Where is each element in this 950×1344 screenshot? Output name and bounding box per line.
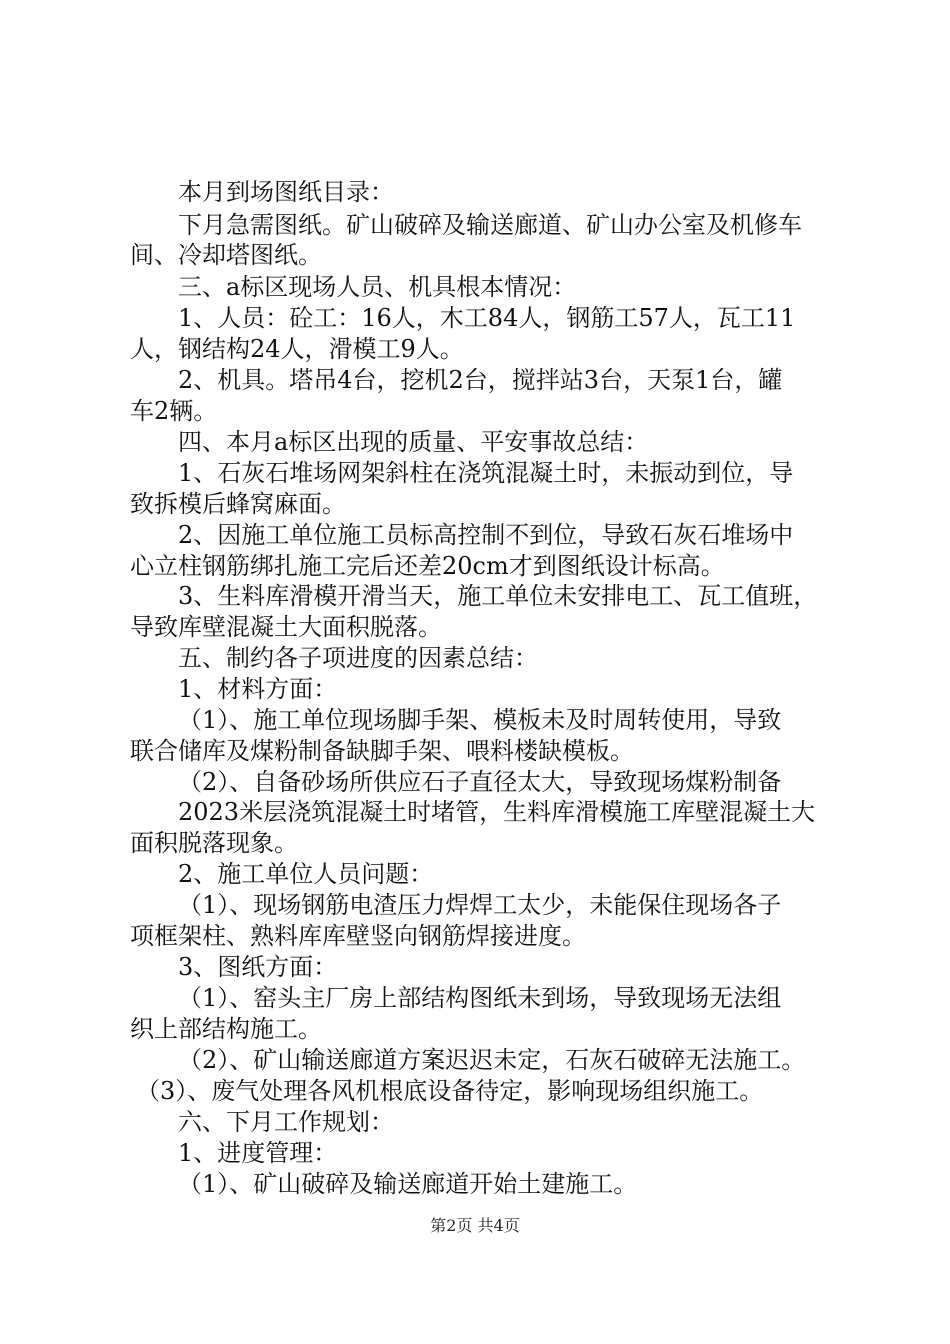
text-line: （3）、废气处理各风机根底设备待定，影响现场组织施工。 [136, 1077, 764, 1105]
text-line: 3、图纸方面： [178, 953, 338, 981]
text-line: 织上部结构施工。 [130, 1015, 322, 1043]
text-line: 间、冷却塔图纸。 [130, 241, 322, 269]
text-line: 六、下月工作规划： [178, 1108, 394, 1136]
text-line: 项框架柱、熟料库库壁竖向钢筋焊接进度。 [130, 922, 586, 950]
text-line: 致拆模后蜂窝麻面。 [130, 490, 346, 518]
text-line: （2）、自备砂场所供应石子直径太大，导致现场煤粉制备 [178, 768, 782, 796]
text-line: 联合储库及煤粉制备缺脚手架、喂料楼缺模板。 [130, 737, 634, 765]
text-line: 四、本月a标区出现的质量、平安事故总结： [178, 428, 649, 456]
page-number-footer: 第2页 共4页 [430, 1216, 520, 1235]
text-line: 1、材料方面： [178, 675, 338, 703]
text-line: （1）、现场钢筋电渣压力焊焊工太少，未能保住现场各子 [178, 891, 782, 919]
text-line: 2、因施工单位施工员标高控制不到位，导致石灰石堆场中 [178, 521, 794, 549]
text-line: 1、人员：砼工：16人，木工84人，钢筋工57人，瓦工11 [178, 304, 796, 332]
text-line: 2023米层浇筑混凝土时堵管，生料库滑模施工库壁混凝土大 [178, 798, 816, 826]
text-line: 三、a标区现场人员、机具根本情况： [178, 273, 577, 301]
text-line: 车2辆。 [130, 397, 218, 425]
text-line: 心立柱钢筋绑扎施工完后还差20cm才到图纸设计标高。 [130, 552, 725, 580]
text-line: （1）、窑头主厂房上部结构图纸未到场，导致现场无法组 [178, 984, 782, 1012]
text-line: 2、施工单位人员问题： [178, 860, 434, 888]
text-line: 2、机具。塔吊4台，挖机2台，搅拌站3台，天泵1台，罐 [178, 366, 783, 394]
text-line: 3、生料库滑模开滑当天，施工单位未安排电工、瓦工值班， [178, 582, 818, 610]
text-line: 下月急需图纸。矿山破碎及输送廊道、矿山办公室及机修车 [178, 211, 802, 239]
text-line: （1）、矿山破碎及输送廊道开始土建施工。 [178, 1170, 638, 1198]
text-line: 五、制约各子项进度的因素总结： [178, 644, 538, 672]
text-line: 面积脱落现象。 [130, 829, 298, 857]
text-line: 1、石灰石堆场网架斜柱在浇筑混凝土时，未振动到位，导 [178, 459, 794, 487]
text-line: （1）、施工单位现场脚手架、模板未及时周转使用，导致 [178, 706, 782, 734]
text-line: 导致库壁混凝土大面积脱落。 [130, 613, 442, 641]
text-line: （2）、矿山输送廊道方案迟迟未定，石灰石破碎无法施工。 [178, 1046, 806, 1074]
text-line: 本月到场图纸目录： [178, 178, 394, 206]
text-line: 人，钢结构24人，滑模工9人。 [130, 335, 464, 363]
text-line: 1、进度管理： [178, 1139, 338, 1167]
